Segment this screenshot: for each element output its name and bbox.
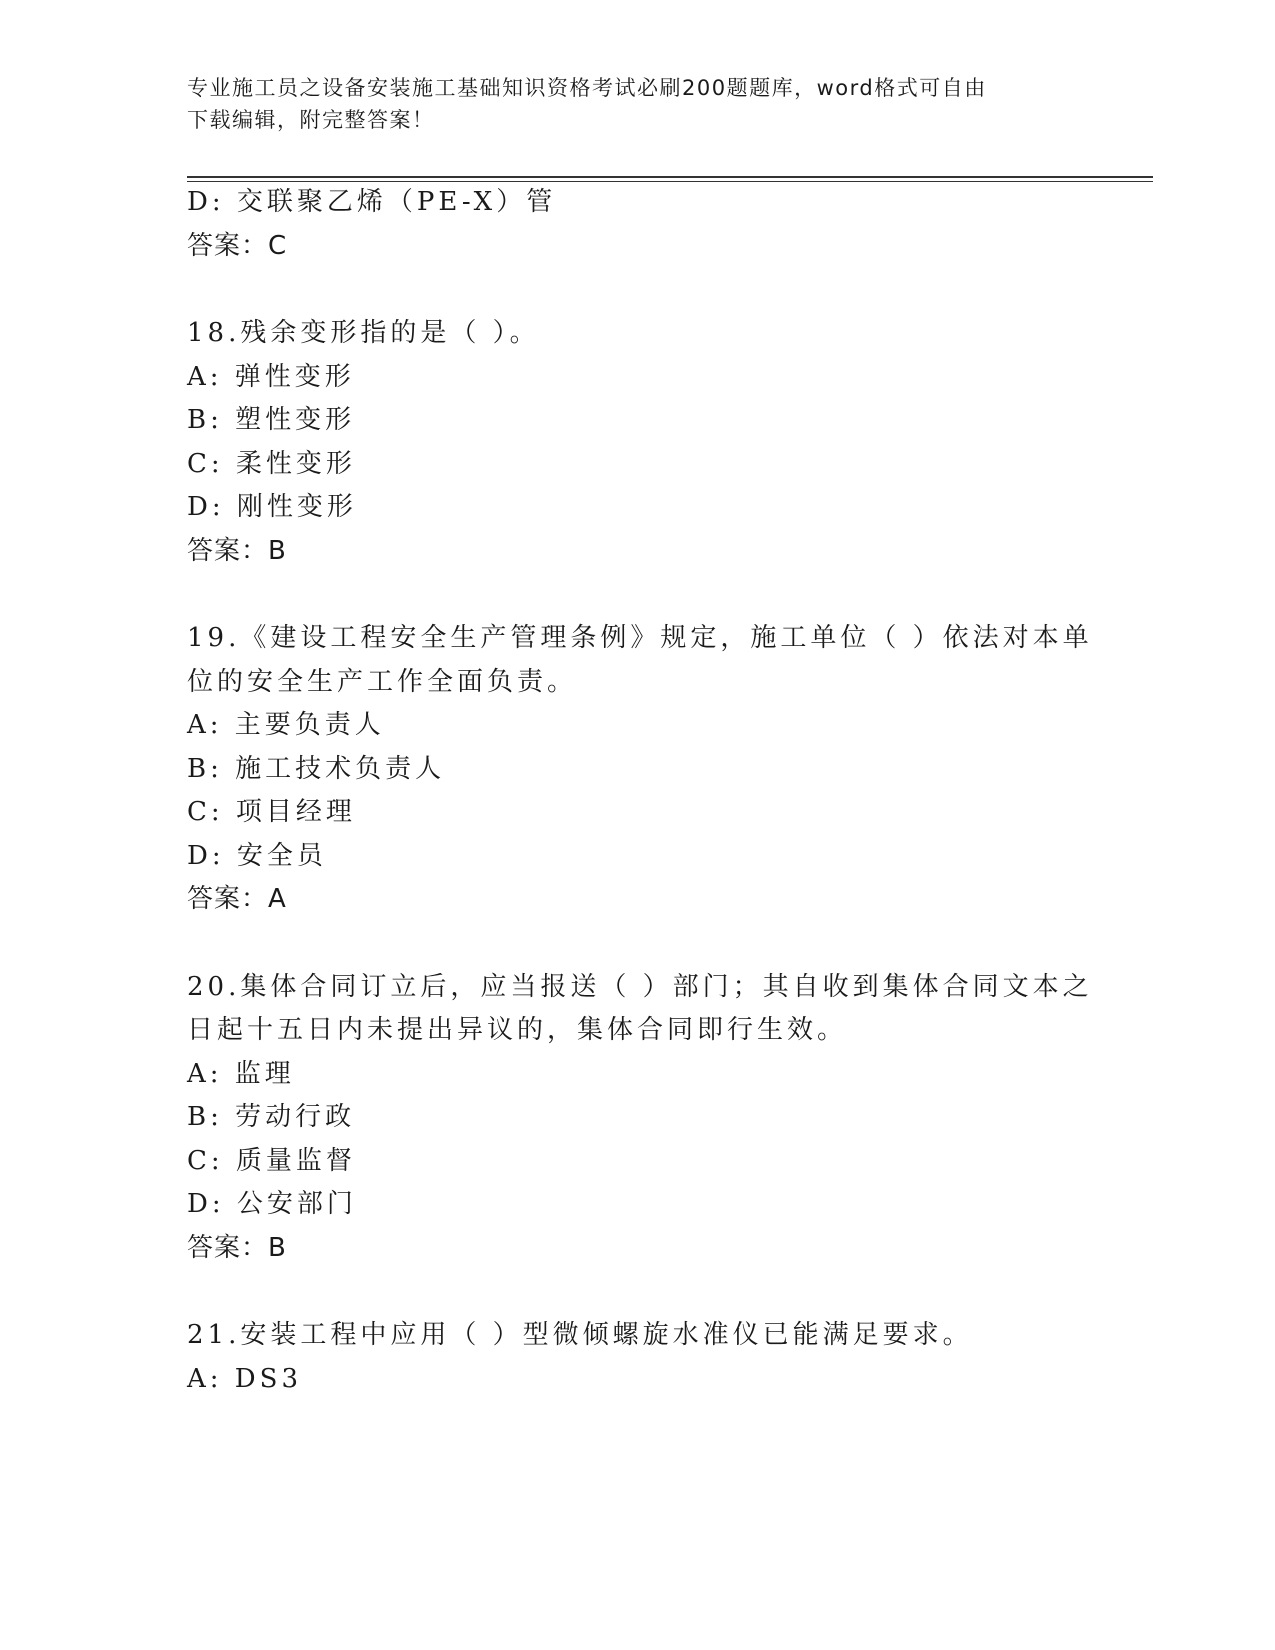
q20-answer: 答案：B [187,1233,287,1263]
q18-answer: 答案：B [187,536,287,566]
q19-option-a: A: 主要负责人 [187,710,385,740]
q17-option-d: D: 交联聚乙烯（PE-X）管 [187,187,557,217]
q21-option-a: A: DS3 [187,1364,302,1394]
q18-option-d: D: 刚性变形 [187,492,357,522]
q18-option-a: A: 弹性变形 [187,362,355,392]
q19-stem-line-1: 19.《建设工程安全生产管理条例》规定，施工单位（ ）依法对本单 [187,623,1093,653]
header-line-1: 专业施工员之设备安装施工基础知识资格考试必刷200题题库，word格式可自由 [187,76,987,100]
q19-stem-line-2: 位的安全生产工作全面负责。 [187,667,578,697]
q20-stem-line-2: 日起十五日内未提出异议的，集体合同即行生效。 [187,1015,848,1045]
q18-stem: 18.残余变形指的是（ ）。 [187,318,540,348]
header-line-2: 下载编辑，附完整答案！ [187,108,435,132]
q17-answer: 答案：C [187,231,288,261]
q18-option-c: C: 柔性变形 [187,449,356,479]
header-divider-thin [187,181,1153,182]
q18-option-b: B: 塑性变形 [187,405,356,435]
q20-option-c: C: 质量监督 [187,1146,356,1176]
q19-option-d: D: 安全员 [187,841,327,871]
document-header [187,72,1067,136]
q21-stem: 21.安装工程中应用（ ）型微倾螺旋水准仪已能满足要求。 [187,1320,973,1350]
q20-option-b: B: 劳动行政 [187,1102,356,1132]
q20-stem-line-1: 20.集体合同订立后，应当报送（ ）部门；其自收到集体合同文本之 [187,972,1093,1002]
q19-option-b: B: 施工技术负责人 [187,754,446,784]
q19-option-c: C: 项目经理 [187,797,356,827]
header-divider-thick [187,176,1153,178]
q20-option-d: D: 公安部门 [187,1189,357,1219]
q20-option-a: A: 监理 [187,1059,295,1089]
q19-answer: 答案：A [187,884,287,914]
